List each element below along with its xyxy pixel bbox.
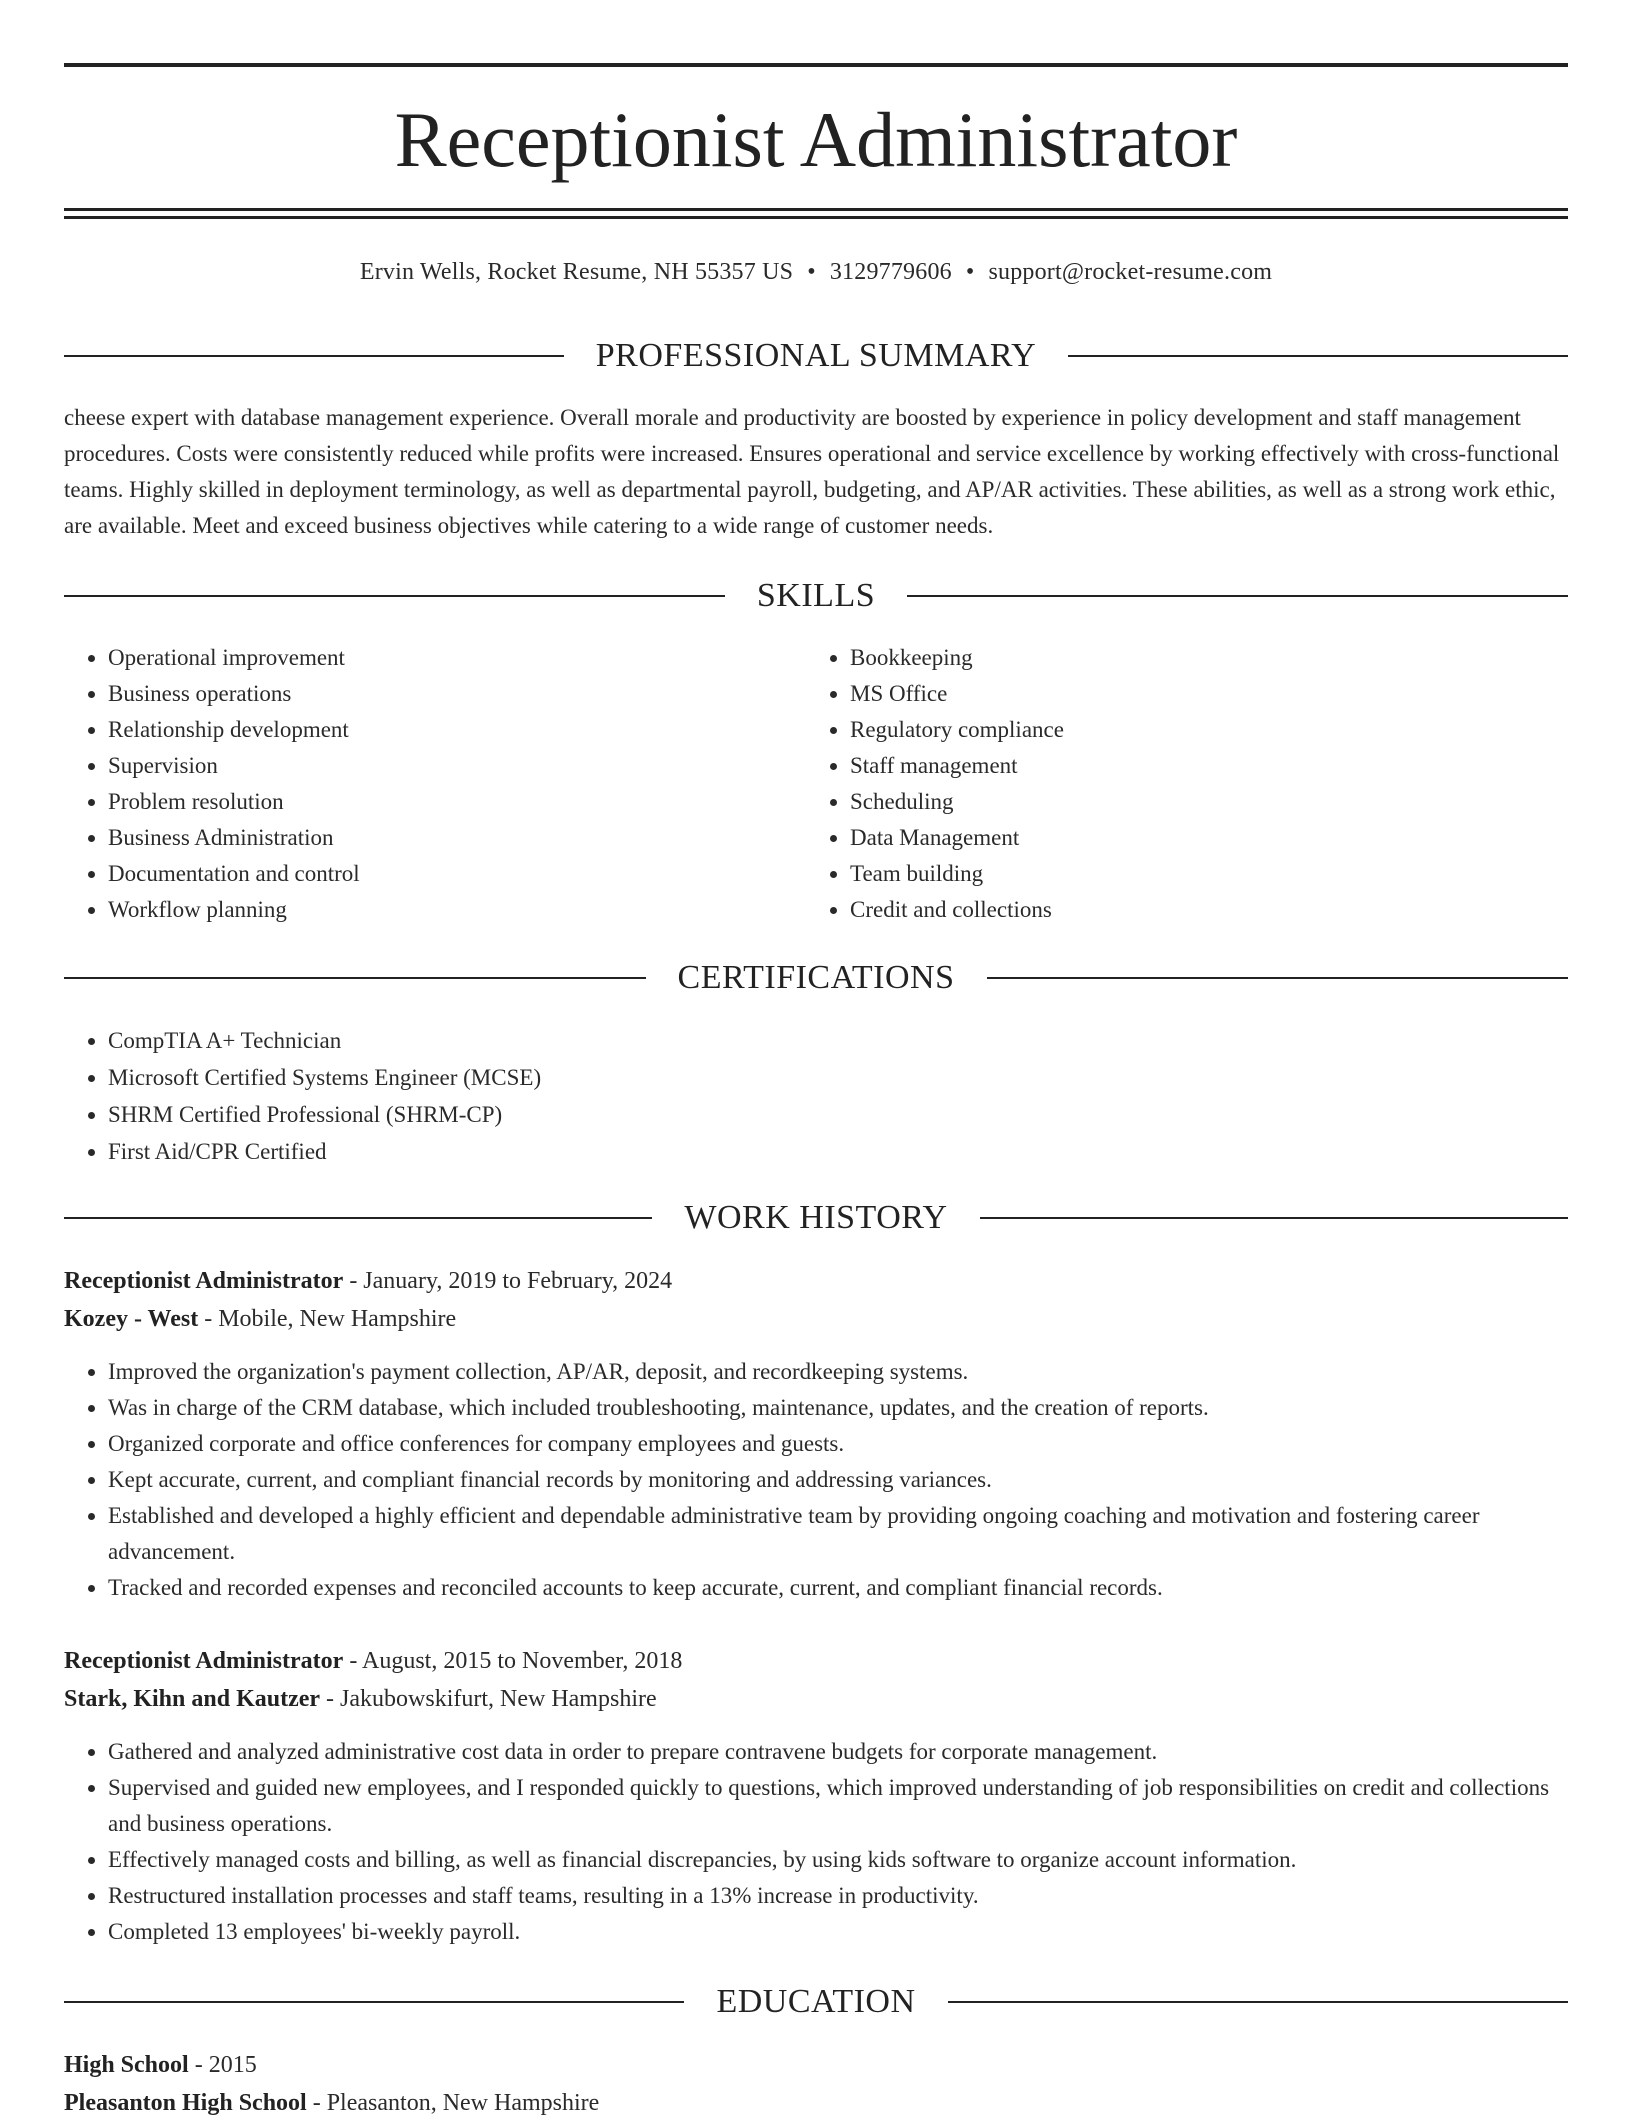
list-item: • CompTIA A+ Technician [108,1022,1568,1059]
contact-separator: • [807,259,816,285]
work-heading [64,1196,1568,1240]
skills-column-right [806,640,1546,928]
job-title: Receptionist Administrator [64,1268,344,1294]
contact-address: Ervin Wells, Rocket Resume, NH 55357 US [359,259,794,285]
heading-rule-right [987,977,1569,979]
contact-email: support@rocket-resume.com [988,259,1273,285]
education-location: - Pleasanton, New Hampshire [306,2090,600,2116]
skills-list-left [64,640,804,928]
heading-rule-left [64,595,725,597]
summary-text: cheese expert with database management experience. Overall morale and productivity are boosted by experience in policy development and staff management procedures. Costs were consistently reduced while profits were increased. Ensures operational and service excellence by working effectively with cross-functional teams. Highly skilled in deployment terminology, as well as departmental payroll, budgeting, and AP/AR activities. These abilities, as well as a strong work ethic, are available. Meet and exceed business objectives while catering to a wide range of customer needs. [64,405,1560,538]
list-item: • Regulatory compliance [850,712,1546,748]
list-item: • Completed 13 employees' bi-weekly payroll. [108,1914,1568,1950]
job-bullets [64,1354,1568,1606]
education-degree-line [64,2046,1568,2084]
list-item: • Supervised and guided new employees, and I responded quickly to questions, which improved understanding of job responsibilities on credit and collections and business operations. [108,1770,1568,1842]
job-company-line [64,1300,1568,1338]
list-item: • Established and developed a highly efficient and dependable administrative team by providing ongoing coaching and motivation and fostering career advancement. [108,1498,1568,1570]
list-item: • Scheduling [850,784,1546,820]
heading-rule-right [948,2001,1568,2003]
job-entry [64,1262,1568,1606]
header-double-rule-upper [64,208,1568,211]
heading-rule-left [64,1217,652,1219]
list-item: • Operational improvement [108,640,804,676]
heading-rule-right [980,1217,1568,1219]
list-item: • Business operations [108,676,804,712]
resume-title: Receptionist Administrator [394,96,1238,183]
education-school-line [64,2084,1568,2122]
contact-separator: • [965,259,975,285]
heading-rule-left [64,977,646,979]
skills-heading-label: SKILLS [756,577,876,614]
job-title-line [64,1262,1568,1300]
list-item: • Was in charge of the CRM database, which included troubleshooting, maintenance, updates, and the creation of reports. [108,1390,1568,1426]
heading-rule-right [907,595,1568,597]
certifications-block [64,1022,1568,1170]
job-company: Stark, Kihn and Kautzer [64,1686,321,1712]
work-heading-label: WORK HISTORY [684,1199,948,1236]
summary-heading-label: PROFESSIONAL SUMMARY [595,337,1037,374]
list-item: • Data Management [850,820,1546,856]
certifications-heading [64,956,1568,1000]
list-item: • Team building [850,856,1546,892]
education-year: - 2015 [188,2052,257,2078]
skills-heading [64,574,1568,618]
list-item: • Staff management [850,748,1546,784]
job-entry [64,1642,1568,1950]
heading-rule-left [64,2001,684,2003]
contact-line [64,254,1568,290]
certifications-list [64,1022,1568,1170]
list-item: • Organized corporate and office conferences for company employees and guests. [108,1426,1568,1462]
list-item: • Bookkeeping [850,640,1546,676]
list-item: • MS Office [850,676,1546,712]
list-item: • Supervision [108,748,804,784]
list-item: • Workflow planning [108,892,804,928]
job-location: - Jakubowskifurt, New Hampshire [320,1686,657,1712]
job-dates: - August, 2015 to November, 2018 [343,1648,683,1674]
heading-rule-left [64,355,564,357]
header-double-rule-lower [64,216,1568,219]
list-item: • Improved the organization's payment collection, AP/AR, deposit, and recordkeeping systems. [108,1354,1568,1390]
job-title-line [64,1642,1568,1680]
education-heading-label: EDUCATION [716,1983,916,2020]
job-company: Kozey - West [64,1306,199,1332]
education-degree: High School [64,2052,189,2078]
certifications-heading-label: CERTIFICATIONS [677,959,955,996]
list-item: • Problem resolution [108,784,804,820]
education-heading [64,1980,1568,2024]
list-item: • First Aid/CPR Certified [108,1133,1568,1170]
list-item: • Business Administration [108,820,804,856]
list-item: • Credit and collections [850,892,1546,928]
skills-column-left [64,640,804,928]
skills-list-right [806,640,1546,928]
list-item: • Tracked and recorded expenses and reconciled accounts to keep accurate, current, and compliant financial records. [108,1570,1568,1606]
job-company-line [64,1680,1568,1718]
list-item: • Documentation and control [108,856,804,892]
list-item: • Relationship development [108,712,804,748]
contact-phone: 3129779606 [829,259,952,285]
list-item: • Gathered and analyzed administrative cost data in order to prepare contravene budgets for corporate management. [108,1734,1568,1770]
list-item: • Restructured installation processes and staff teams, resulting in a 13% increase in productivity. [108,1878,1568,1914]
education-entry [64,2046,1568,2122]
education-school: Pleasanton High School [64,2090,307,2116]
list-item: • Effectively managed costs and billing, as well as financial discrepancies, by using kids software to organize account information. [108,1842,1568,1878]
heading-rule-right [1068,355,1568,357]
list-item: • Microsoft Certified Systems Engineer (MCSE) [108,1059,1568,1096]
job-dates: - January, 2019 to February, 2024 [343,1268,673,1294]
list-item: • Kept accurate, current, and compliant financial records by monitoring and addressing variances. [108,1462,1568,1498]
header-top-rule [64,63,1568,67]
list-item: • SHRM Certified Professional (SHRM-CP) [108,1096,1568,1133]
job-location: - Mobile, New Hampshire [198,1306,457,1332]
job-bullets [64,1734,1568,1950]
summary-heading [64,334,1568,378]
job-title: Receptionist Administrator [64,1648,344,1674]
